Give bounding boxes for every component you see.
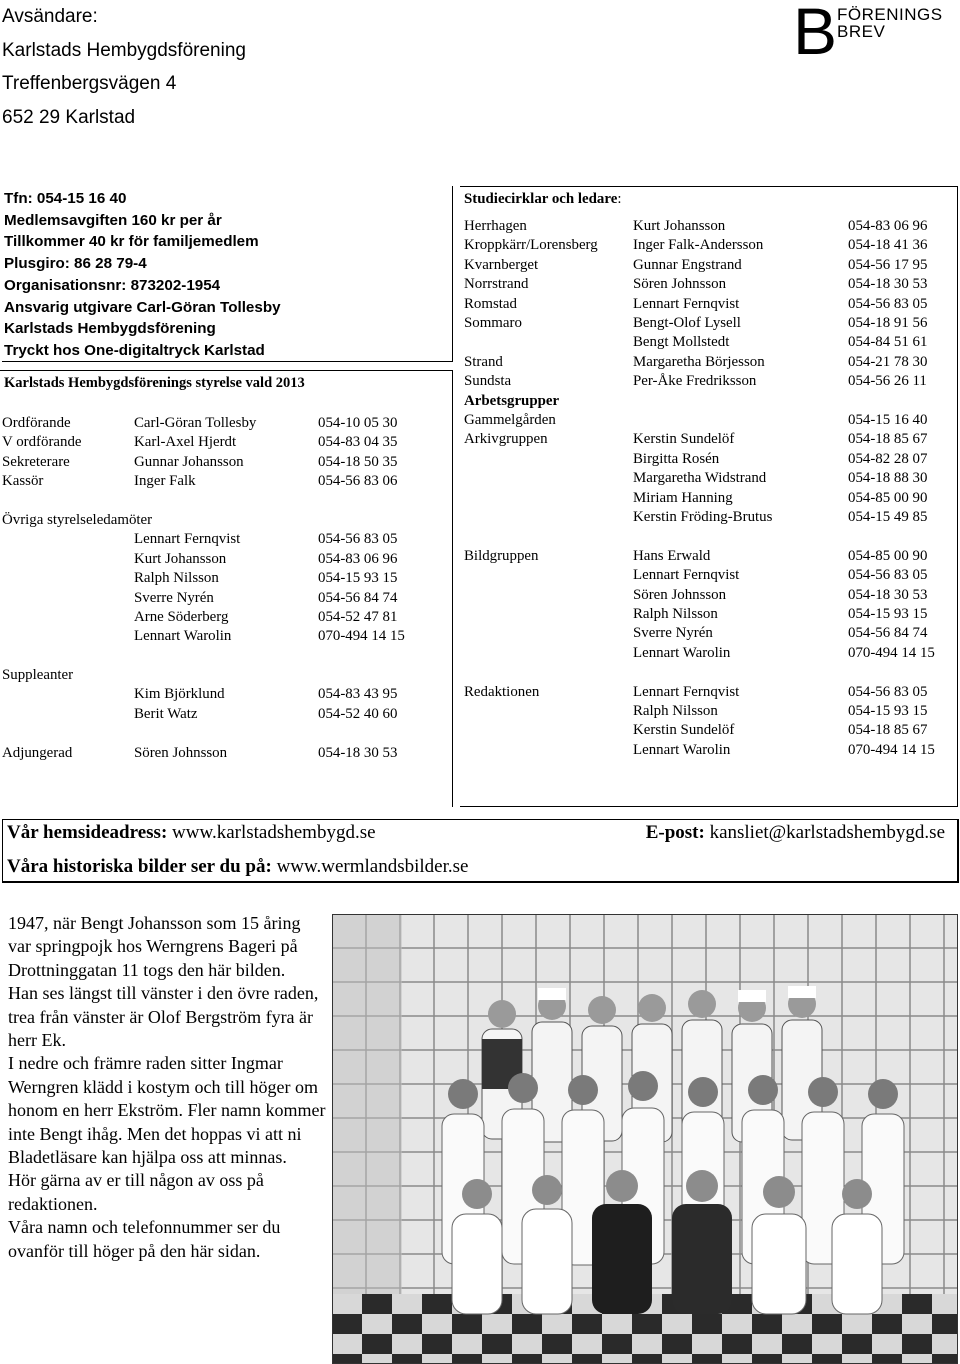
- phone: 054-15 49 85: [848, 509, 928, 525]
- leader-name: Birgitta Rosén: [633, 450, 720, 467]
- board-title: Karlstads Hembygdsförenings styrelse vald 2013: [4, 375, 305, 391]
- leader-name: Lennart Warolin: [633, 644, 731, 661]
- member-name: Inger Falk: [134, 473, 196, 490]
- website-line: [7, 822, 376, 844]
- phone: 054-18 88 30: [848, 470, 928, 487]
- leader-name: Ralph Nilsson: [633, 606, 718, 622]
- caption-paragraph: I nedre och främre raden sitter Ingmar Werngren klädd i kostym och till höger om honom en herr Ekström. Fler namn kommer inte Bengt ihåg. Men det hoppas vi att ni Bladetläsare kan hjälpa oss att minnas.: [8, 1053, 326, 1168]
- workgroup-row: [460, 721, 957, 740]
- info-line: Tryckt hos One-digitaltryck Karlstad: [4, 341, 265, 359]
- phone: 054-21 78 30: [848, 353, 928, 370]
- role: V ordförande: [2, 434, 82, 451]
- phone: 054-15 93 15: [318, 570, 398, 587]
- email-line: [646, 822, 945, 844]
- phone: 054-18 85 67: [848, 722, 928, 739]
- workgroup-row: [460, 644, 957, 663]
- phone: 054-56 83 05: [318, 531, 398, 548]
- phone: 054-83 06 96: [848, 218, 928, 234]
- info-line: Plusgiro: 86 28 79-4: [4, 255, 147, 273]
- leader-name: Hans Erwald: [633, 547, 711, 564]
- member-name: Kurt Johansson: [134, 550, 227, 567]
- website-label: Vår hemsideadress:: [7, 822, 168, 843]
- workgroup-row: [460, 547, 957, 566]
- phone: 054-18 91 56: [848, 315, 928, 331]
- workgroup-row: [460, 586, 957, 605]
- phone: 054-56 17 95: [848, 256, 928, 273]
- board-section: [0, 370, 453, 807]
- group-name: Romstad: [464, 295, 517, 312]
- circle-row: [460, 333, 957, 352]
- info-line: Organisationsnr: 873202-1954: [4, 276, 221, 294]
- phone: 054-18 30 53: [848, 276, 928, 293]
- phone: 054-15 16 40: [848, 412, 928, 428]
- photo-illustration: [332, 914, 958, 1364]
- leader-name: Kurt Johansson: [633, 218, 726, 234]
- foreningsbrev-logo: [793, 0, 953, 68]
- leader-name: Ralph Nilsson: [633, 703, 718, 719]
- leader-name: Bengt Mollstedt: [633, 334, 730, 351]
- circle-row: [460, 256, 957, 275]
- group-name: Herrhagen: [464, 218, 527, 234]
- leader-name: Bengt-Olof Lysell: [633, 315, 741, 331]
- group-name: Bildgruppen: [464, 547, 539, 564]
- workgroup-row: [460, 683, 957, 702]
- phone: 070-494 14 15: [318, 628, 405, 645]
- photos-link[interactable]: www.wermlandsbilder.se: [276, 856, 469, 877]
- role: Kassör: [2, 473, 44, 490]
- circle-row: [460, 372, 957, 391]
- leader-name: Sören Johnsson: [633, 586, 727, 603]
- phone: 054-83 04 35: [318, 434, 398, 451]
- role: Adjungerad: [2, 744, 73, 761]
- photos-line: [7, 856, 468, 878]
- substitutes-heading: Suppleanter: [2, 667, 74, 683]
- workgroups-heading: Arbetsgrupper: [464, 392, 560, 409]
- phone: 054-56 84 74: [318, 589, 398, 606]
- group-name: Arkivgruppen: [464, 431, 548, 448]
- sender-line: Avsändare:: [2, 6, 98, 27]
- group-name: Norrstrand: [464, 276, 529, 293]
- leader-name: Sören Johnsson: [633, 276, 727, 293]
- workgroup-row: [460, 624, 957, 643]
- phone: 054-56 26 11: [848, 373, 927, 390]
- leader-name: Per-Åke Fredriksson: [633, 373, 757, 390]
- workgroup-row: [460, 469, 957, 488]
- caption-paragraph: Hör gärna av er till någon av oss på redaktionen.: [8, 1170, 264, 1214]
- leader-name: Margaretha Widstrand: [633, 470, 767, 487]
- member-name: Carl-Göran Tollesby: [134, 415, 257, 431]
- circle-row: [460, 236, 957, 255]
- group-name: Strand: [464, 353, 503, 370]
- contact-box: [2, 819, 959, 883]
- email-label: E-post:: [645, 822, 705, 843]
- group-name: Kroppkärr/Lorensberg: [464, 237, 598, 254]
- phone: 054-56 83 06: [318, 473, 398, 490]
- member-name: Lennart Warolin: [134, 628, 232, 645]
- group-name: Gammelgården: [464, 412, 556, 428]
- circle-row: [460, 295, 957, 314]
- phone: 054-84 51 61: [848, 334, 928, 351]
- phone: 054-83 06 96: [318, 550, 398, 567]
- phone: 054-52 40 60: [318, 705, 398, 722]
- logo-letter: B: [793, 0, 836, 68]
- circle-row: [460, 314, 957, 333]
- phone: 054-18 30 53: [848, 586, 928, 603]
- study-circles-section: [460, 186, 958, 807]
- member-name: Sören Johnsson: [134, 744, 228, 761]
- workgroup-row: [460, 741, 957, 760]
- email-link[interactable]: kansliet@karlstadshembygd.se: [709, 822, 945, 843]
- sender-address: [2, 0, 246, 135]
- sender-line: Karlstads Hembygdsförening: [2, 39, 246, 61]
- phone: 054-56 83 05: [848, 567, 928, 584]
- leader-name: Margaretha Börjesson: [633, 353, 765, 370]
- member-name: Arne Söderberg: [134, 609, 229, 625]
- leader-name: Kerstin Sundelöf: [633, 722, 735, 739]
- leader-name: Lennart Fernqvist: [633, 683, 740, 700]
- leader-name: Lennart Warolin: [633, 741, 731, 758]
- phone: 070-494 14 15: [848, 741, 935, 758]
- phone: 054-52 47 81: [318, 609, 398, 625]
- info-line: Tillkommer 40 kr för familjemedlem: [4, 233, 259, 251]
- circle-row: [460, 353, 957, 372]
- info-line: Karlstads Hembygdsförening: [4, 320, 216, 338]
- logo-line1: FÖRENINGS: [837, 5, 943, 24]
- group-name: Sommaro: [464, 315, 522, 331]
- phone: 054-56 83 05: [848, 295, 928, 312]
- bakery-group-photo: [332, 914, 958, 1364]
- group-name: Sundsta: [464, 373, 512, 390]
- phone: 054-10 05 30: [318, 415, 398, 431]
- photos-label: Våra historiska bilder ser du på:: [7, 856, 272, 877]
- leader-name: Gunnar Engstrand: [633, 256, 742, 273]
- workgroup-row: [460, 566, 957, 585]
- logo-line2: BREV: [837, 22, 886, 41]
- workgroup-row: [460, 430, 957, 449]
- leader-name: Lennart Fernqvist: [633, 295, 740, 312]
- member-name: Lennart Fernqvist: [134, 531, 241, 548]
- workgroup-row: [460, 411, 957, 430]
- caption-paragraph: Han ses längst till vänster i den övre raden, trea från vänster är Olof Bergström fyra är herr Ek.: [8, 983, 319, 1051]
- info-line: Ansvarig utgivare Carl-Göran Tollesby: [4, 298, 281, 316]
- others-heading: Övriga styrelseledamöter: [2, 512, 153, 528]
- phone: 054-18 50 35: [318, 453, 398, 470]
- workgroup-row: [460, 605, 957, 624]
- phone: 054-83 43 95: [318, 686, 398, 703]
- workgroup-row: [460, 450, 957, 469]
- member-name: Berit Watz: [134, 705, 198, 722]
- phone: 054-56 84 74: [848, 625, 928, 642]
- leader-name: Kerstin Fröding-Brutus: [633, 509, 773, 525]
- member-name: Sverre Nyrén: [134, 589, 214, 606]
- phone: 070-494 14 15: [848, 644, 935, 661]
- leader-name: Miriam Hanning: [633, 489, 733, 506]
- workgroup-row: [460, 508, 957, 527]
- workgroup-row: [460, 702, 957, 721]
- phone: 054-18 30 53: [318, 744, 398, 761]
- member-name: Gunnar Johansson: [134, 453, 244, 470]
- group-name: Kvarnberget: [464, 256, 539, 273]
- website-link[interactable]: www.karlstadshembygd.se: [172, 822, 376, 843]
- leader-name: Kerstin Sundelöf: [633, 431, 735, 448]
- member-name: Ralph Nilsson: [134, 570, 219, 587]
- leader-name: Lennart Fernqvist: [633, 567, 740, 584]
- phone: 054-18 85 67: [848, 431, 928, 448]
- workgroup-row: [460, 489, 957, 508]
- sender-line: Treffenbergsvägen 4: [2, 73, 177, 95]
- logo-text: [837, 6, 943, 40]
- caption-paragraph: Våra namn och telefonnummer ser du ovanför till höger på den här sidan.: [8, 1217, 281, 1261]
- phone: 054-15 93 15: [848, 606, 928, 622]
- phone: 054-18 41 36: [848, 237, 928, 254]
- phone: 054-56 83 05: [848, 683, 928, 700]
- member-name: Kim Björklund: [134, 686, 225, 703]
- member-name: Karl-Axel Hjerdt: [134, 434, 237, 451]
- caption-paragraph: 1947, när Bengt Johansson som 15 åring var springpojk hos Werngrens Bageri på Drottninggatan 11 togs den här bilden.: [8, 913, 301, 980]
- leader-name: Inger Falk-Andersson: [633, 237, 764, 254]
- circles-title: Studiecirklar och ledare:: [464, 191, 622, 207]
- sender-line: 652 29 Karlstad: [2, 107, 136, 129]
- role: Sekreterare: [2, 453, 70, 470]
- phone: 054-85 00 90: [848, 547, 928, 564]
- info-line: Tfn: 054-15 16 40: [4, 190, 127, 207]
- leader-name: Sverre Nyrén: [633, 625, 713, 642]
- group-name: Redaktionen: [464, 683, 540, 700]
- role: Ordförande: [2, 415, 71, 431]
- info-box: [2, 186, 453, 362]
- circle-row: [460, 217, 957, 236]
- circle-row: [460, 275, 957, 294]
- phone: 054-82 28 07: [848, 450, 928, 467]
- phone: 054-85 00 90: [848, 489, 928, 506]
- photo-caption: [8, 912, 326, 1263]
- phone: 054-15 93 15: [848, 703, 928, 719]
- info-line: Medlemsavgiften 160 kr per år: [4, 211, 222, 229]
